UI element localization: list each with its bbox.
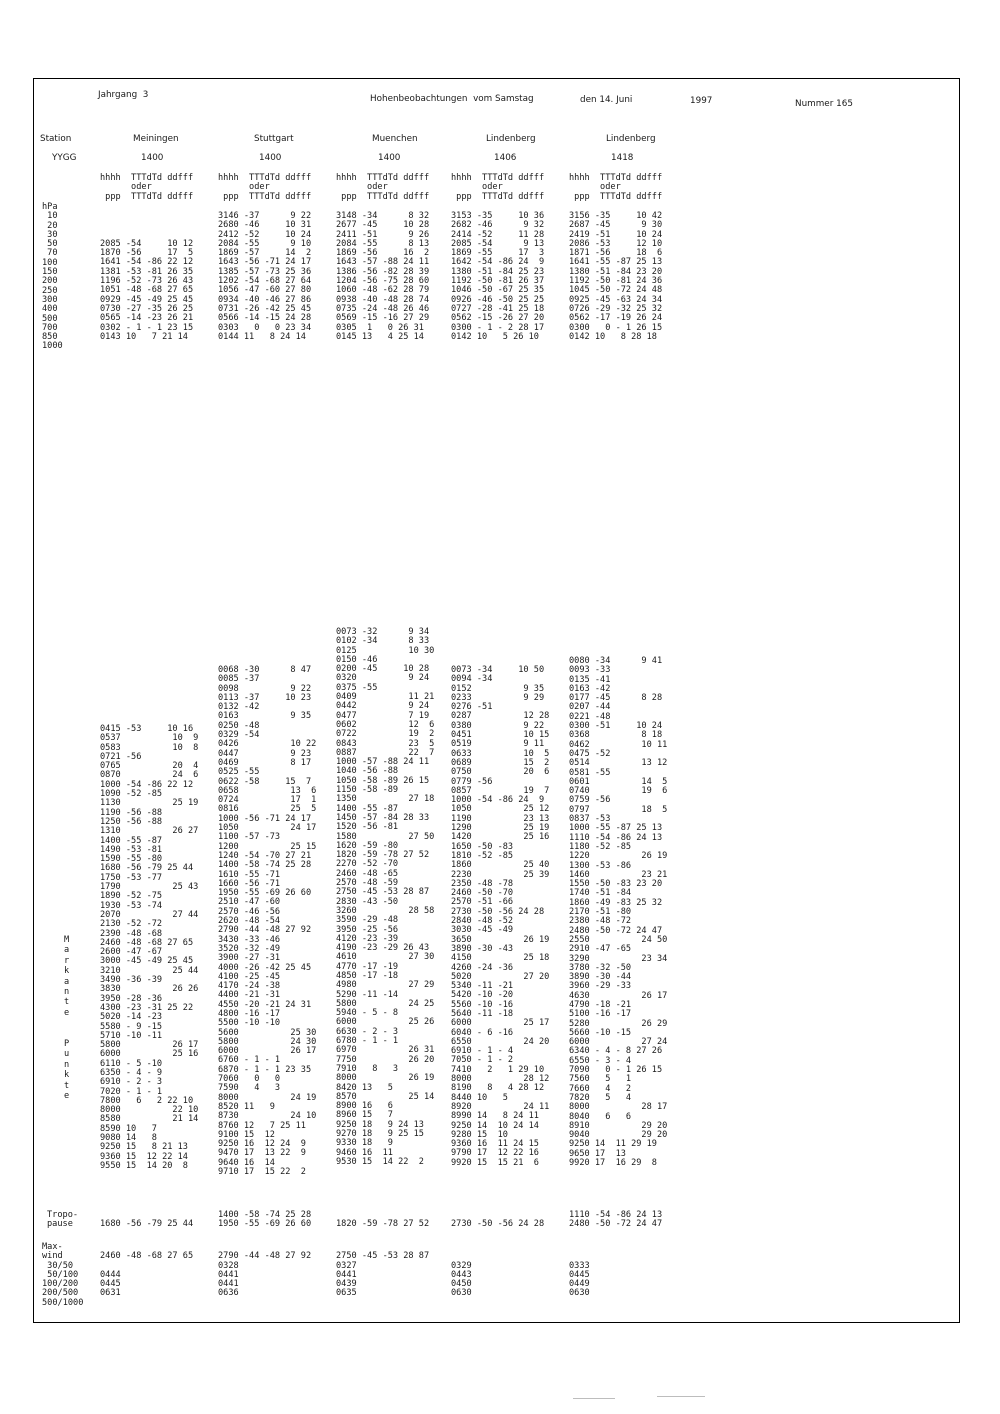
column-header: hhhh TTTdTd ddfff oder ppp TTTdTd ddfff [218, 173, 312, 202]
station-name: Lindenberg [486, 134, 536, 144]
column-header: hhhh TTTdTd ddfff oder ppp TTTdTd ddfff [100, 173, 194, 202]
tropopause-meiningen: 1680 -56 -79 25 44 [100, 1219, 194, 1230]
standard-levels-stuttgart: 3146 -37 9 22 2680 -46 10 31 2412 -52 10 24 2084 -55 9 10 1869 -57 14 2 1643 -56 -71 24 17 1385 -57 -73 25 36 1202 -54 -68 27 64 1056 -47 -60 27 80 0934 -40 -46 27 86 0731 -26 -42 25 45 0566 -14 -15 24 28 0303 0 0 23 34 0144 11 8 24 14 [218, 211, 312, 342]
column-header: hhhh TTTdTd ddfff oder ppp TTTdTd ddfff [336, 173, 430, 202]
tropopause-label: Tropo- pause [47, 1210, 79, 1230]
report-number: Nummer 165 [795, 99, 853, 109]
report-year: 1997 [690, 96, 713, 106]
column-header: hhhh TTTdTd ddfff oder ppp TTTdTd ddfff [569, 173, 663, 202]
report-title: Hohenbeobachtungen vom Samstag [370, 94, 534, 104]
max-wind-meiningen: 2460 -48 -68 27 65 0444 0445 0631 [100, 1251, 194, 1299]
standard-levels-lindenberg-1418: 3156 -35 10 42 2687 -45 9 30 2419 -51 10 24 2086 -53 12 10 1871 -56 18 6 1641 -55 -87 25 13 1380 -51 -84 23 20 1192 -50 -81 24 36 1045 -50 -72 24 48 0925 -45 -63 24 34 0726 -29 -32 25 32 0562 -17 -19 26 24 0300 0 - 1 26 15 0142 10 8 28 18 [569, 211, 663, 342]
max-wind-muenchen: 2750 -45 -53 28 87 0327 0441 0439 0635 [336, 1251, 430, 1299]
jahrgang-label: Jahrgang 3 [98, 90, 149, 100]
max-wind-lindenberg-1406: 0329 0443 0450 0630 [451, 1260, 472, 1299]
station-name: Lindenberg [606, 134, 656, 144]
tropopause-muenchen: 1820 -59 -78 27 52 [336, 1219, 430, 1230]
standard-levels-meiningen: 2085 -54 10 12 1870 -56 17 5 1641 -54 -86 22 12 1381 -53 -81 26 35 1196 -52 -73 26 43 1051 -48 -68 27 65 0929 -45 -49 25 45 0730 -27 -35 26 25 0565 -14 -23 26 21 0302 - 1 - 1 23 15 0143 10 7 21 14 [100, 238, 194, 342]
standard-levels-muenchen: 3148 -34 8 32 2677 -45 10 28 2411 -51 9 26 2084 -55 8 13 1869 -56 16 2 1643 -57 -88 24 11 1386 -56 -82 28 39 1204 -56 -75 28 60 1060 -48 -62 28 79 0938 -40 -48 28 74 0735 -24 -48 26 46 0569 -15 -16 27 29 0305 1 0 26 31 0145 13 4 25 14 [336, 211, 430, 342]
station-name: Muenchen [372, 134, 418, 144]
significant-levels-meiningen: 0415 -53 10 16 0537 10 9 0583 10 8 0721 -56 0765 20 4 0870 24 6 1000 -54 -86 22 12 1090 -52 -85 1130 25 19 1190 -56 -88 1250 -56 -88 1310 26 27 1400 -55 -87 1490 -53 -81 1590 -55 -80 1680 -56 -79 25 44 1750 -53 -77 1790 25 43 1890 -52 -75 1930 -53 -74 2070 27 44 2130 -52 -72 2390 -48 -68 2460 -48 -68 27 65 2600 -47 -67 3000 -45 -49 25 45 3210 25 44 3490 -36 -39 3830 26 26 3950 -28 -36 4300 -23 -31 25 22 5020 -14 -23 5580 - 9 -15 5710 -10 -11 5800 26 17 6000 25 16 6110 - 5 -10 6350 - 4 - 9 6910 - 2 - 3 7020 - 1 - 1 7800 6 2 22 10 8000 22 10 8580 21 14 8590 10 7 9080 14 8 9250 15 8 21 13 9360 15 12 22 14 9550 15 14 20 8 [100, 724, 199, 1171]
station-name: Stuttgart [254, 134, 294, 144]
column-header: hhhh TTTdTd ddfff oder ppp TTTdTd ddfff [451, 173, 545, 202]
report-date: den 14. Juni [580, 95, 633, 105]
standard-levels-lindenberg-1406: 3153 -35 10 36 2682 -46 9 32 2414 -52 11 28 2085 -54 9 13 1869 -55 17 3 1642 -54 -86 24 9 1380 -51 -84 25 23 1192 -50 -81 26 37 1046 -50 -67 25 35 0926 -46 -50 25 25 0727 -28 -41 25 18 0562 -15 -26 27 20 0300 - 1 - 2 28 17 0142 10 5 26 10 [451, 211, 545, 342]
significant-levels-muenchen: 0073 -32 9 34 0102 -34 8 33 0125 10 30 0150 -46 0200 -45 10 28 0320 9 24 0375 -55 0409 11 21 0442 9 24 0477 7 19 0602 12 6 0722 19 2 0843 23 5 0887 22 7 1000 -57 -88 24 11 1040 -56 -88 1050 -58 -89 26 15 1150 -58 -89 1350 27 18 1400 -55 -87 1450 -57 -84 28 33 1520 -56 -81 1580 27 50 1620 -59 -80 1820 -59 -78 27 52 2270 -52 -70 2460 -48 -65 2570 -48 -59 2750 -45 -53 28 87 2830 -43 -50 3260 28 58 3590 -29 -48 3950 -25 -56 4120 -23 -39 4190 -23 -29 26 43 4610 27 30 4770 -17 -19 4850 -17 -18 4980 27 29 5290 -11 -14 5800 24 25 5940 - 5 - 8 6000 25 26 6630 - 2 - 3 6780 - 1 - 1 6970 26 31 7750 26 20 7910 8 3 8000 26 19 8420 13 5 8570 25 14 8900 16 6 8960 15 7 9250 18 9 24 13 9270 18 9 25 15 9330 18 9 9460 16 11 9530 15 14 22 2 [336, 627, 435, 1167]
observation-time: 1418 [611, 153, 634, 163]
markante-punkte-label: M a r k a n t e P u n k t e [64, 935, 70, 1102]
observation-time: 1400 [378, 153, 401, 163]
station-label: Station [40, 134, 72, 144]
scan-mark [573, 1398, 615, 1399]
observation-time: 1406 [494, 153, 517, 163]
tropopause-lindenberg-1406: 2730 -50 -56 24 28 [451, 1219, 545, 1230]
max-wind-stuttgart: 2790 -44 -48 27 92 0328 0441 0441 0636 [218, 1251, 312, 1299]
yygg-label: YYGG [52, 153, 77, 163]
observation-time: 1400 [141, 153, 164, 163]
station-name: Meiningen [133, 134, 179, 144]
max-wind-label: Max- wind 30/50 50/100 100/200 200/500 500/1000 [42, 1242, 84, 1308]
max-wind-lindenberg-1418: 0333 0445 0449 0630 [569, 1260, 590, 1299]
observation-time: 1400 [259, 153, 282, 163]
tropopause-stuttgart: 1400 -58 -74 25 28 1950 -55 -69 26 60 [218, 1210, 312, 1230]
tropopause-lindenberg-1418: 1110 -54 -86 24 13 2480 -50 -72 24 47 [569, 1210, 663, 1230]
significant-levels-lindenberg-1406: 0073 -34 10 50 0094 -34 0152 9 35 0233 9 29 0276 -51 0287 12 28 0380 9 22 0451 10 15 0519 9 11 0633 10 5 0689 15 2 0750 20 6 0779 -56 0857 19 7 1000 -54 -86 24 9 1050 25 12 1190 23 13 1290 25 19 1420 25 16 1650 -50 -83 1810 -52 -85 1860 25 40 2230 25 39 2350 -48 -78 2460 -50 -70 2570 -51 -66 2730 -50 -56 24 28 2840 -48 -52 3030 -45 -49 3650 26 19 3890 -30 -43 4150 25 18 4260 -24 -36 5020 27 20 5340 -11 -21 5420 -10 -20 5560 -10 -16 5640 -11 -18 6000 25 17 6040 - 6 -16 6550 24 20 6910 - 1 - 4 7050 - 1 - 2 7410 2 1 29 10 8000 28 12 8190 8 4 28 12 8440 10 5 8920 24 11 8990 14 8 24 11 9250 14 10 24 14 9280 15 10 9360 16 11 24 15 9790 17 12 22 16 9920 15 15 21 6 [451, 665, 550, 1168]
scan-mark [657, 1396, 705, 1397]
significant-levels-stuttgart: 0068 -30 8 47 0085 -37 0098 9 22 0113 -37 10 23 0132 -42 0163 9 35 0250 -48 0329 -54 0426 10 22 0447 9 23 0469 8 17 0525 -55 0622 -58 15 7 0658 13 6 0724 17 1 0816 25 5 1000 -56 -71 24 17 1050 24 17 1100 -57 -73 1200 25 15 1240 -54 -70 27 21 1400 -58 -74 25 28 1610 -55 -71 1660 -56 -71 1950 -55 -69 26 60 2510 -47 -60 2570 -46 -56 2620 -48 -54 2790 -44 -48 27 92 3430 -33 -46 3520 -32 -49 3900 -27 -31 4000 -26 -42 25 45 4100 -25 -45 4170 -24 -38 4400 -21 -31 4550 -20 -21 24 31 4800 -16 -17 5500 -10 -10 5600 25 30 5800 24 30 6000 26 17 6760 - 1 - 1 6870 - 1 - 1 23 35 7060 0 0 7590 4 3 8000 24 19 8520 11 9 8730 24 10 8760 12 7 25 11 9100 15 12 9250 16 12 24 9 9470 17 13 22 9 9640 16 14 9710 17 15 22 2 [218, 665, 317, 1178]
significant-levels-lindenberg-1418: 0080 -34 9 41 0093 -33 0135 -41 0163 -42 0177 -45 8 28 0207 -44 0221 -48 0300 -51 10 24 0368 8 18 0462 10 11 0475 -52 0514 13 12 0581 -55 0601 14 5 0740 19 6 0759 -56 0797 18 5 0837 -53 1000 -55 -87 25 13 1110 -54 -86 24 13 1180 -52 -85 1220 26 19 1300 -53 -86 1460 23 21 1550 -50 -83 23 20 1740 -51 -84 1860 -49 -83 25 32 2170 -51 -80 2380 -48 -72 2480 -50 -72 24 47 2550 24 50 2910 -47 -65 3290 23 34 3780 -32 -50 3890 -30 -44 3960 -29 -33 4630 26 17 4790 -18 -21 5100 -16 -17 5280 26 29 5660 -10 -15 6000 27 24 6340 - 4 - 8 27 26 6550 - 3 - 4 7090 0 - 1 26 15 7560 5 1 7660 4 2 7820 5 4 8000 28 17 8040 6 6 8910 29 20 9040 29 20 9250 14 11 29 19 9650 17 13 9920 17 16 29 8 [569, 656, 668, 1169]
pressure-level-labels: hPa 10 20 30 50 70 100 150 200 250 300 400 500 700 850 1000 [42, 202, 63, 352]
